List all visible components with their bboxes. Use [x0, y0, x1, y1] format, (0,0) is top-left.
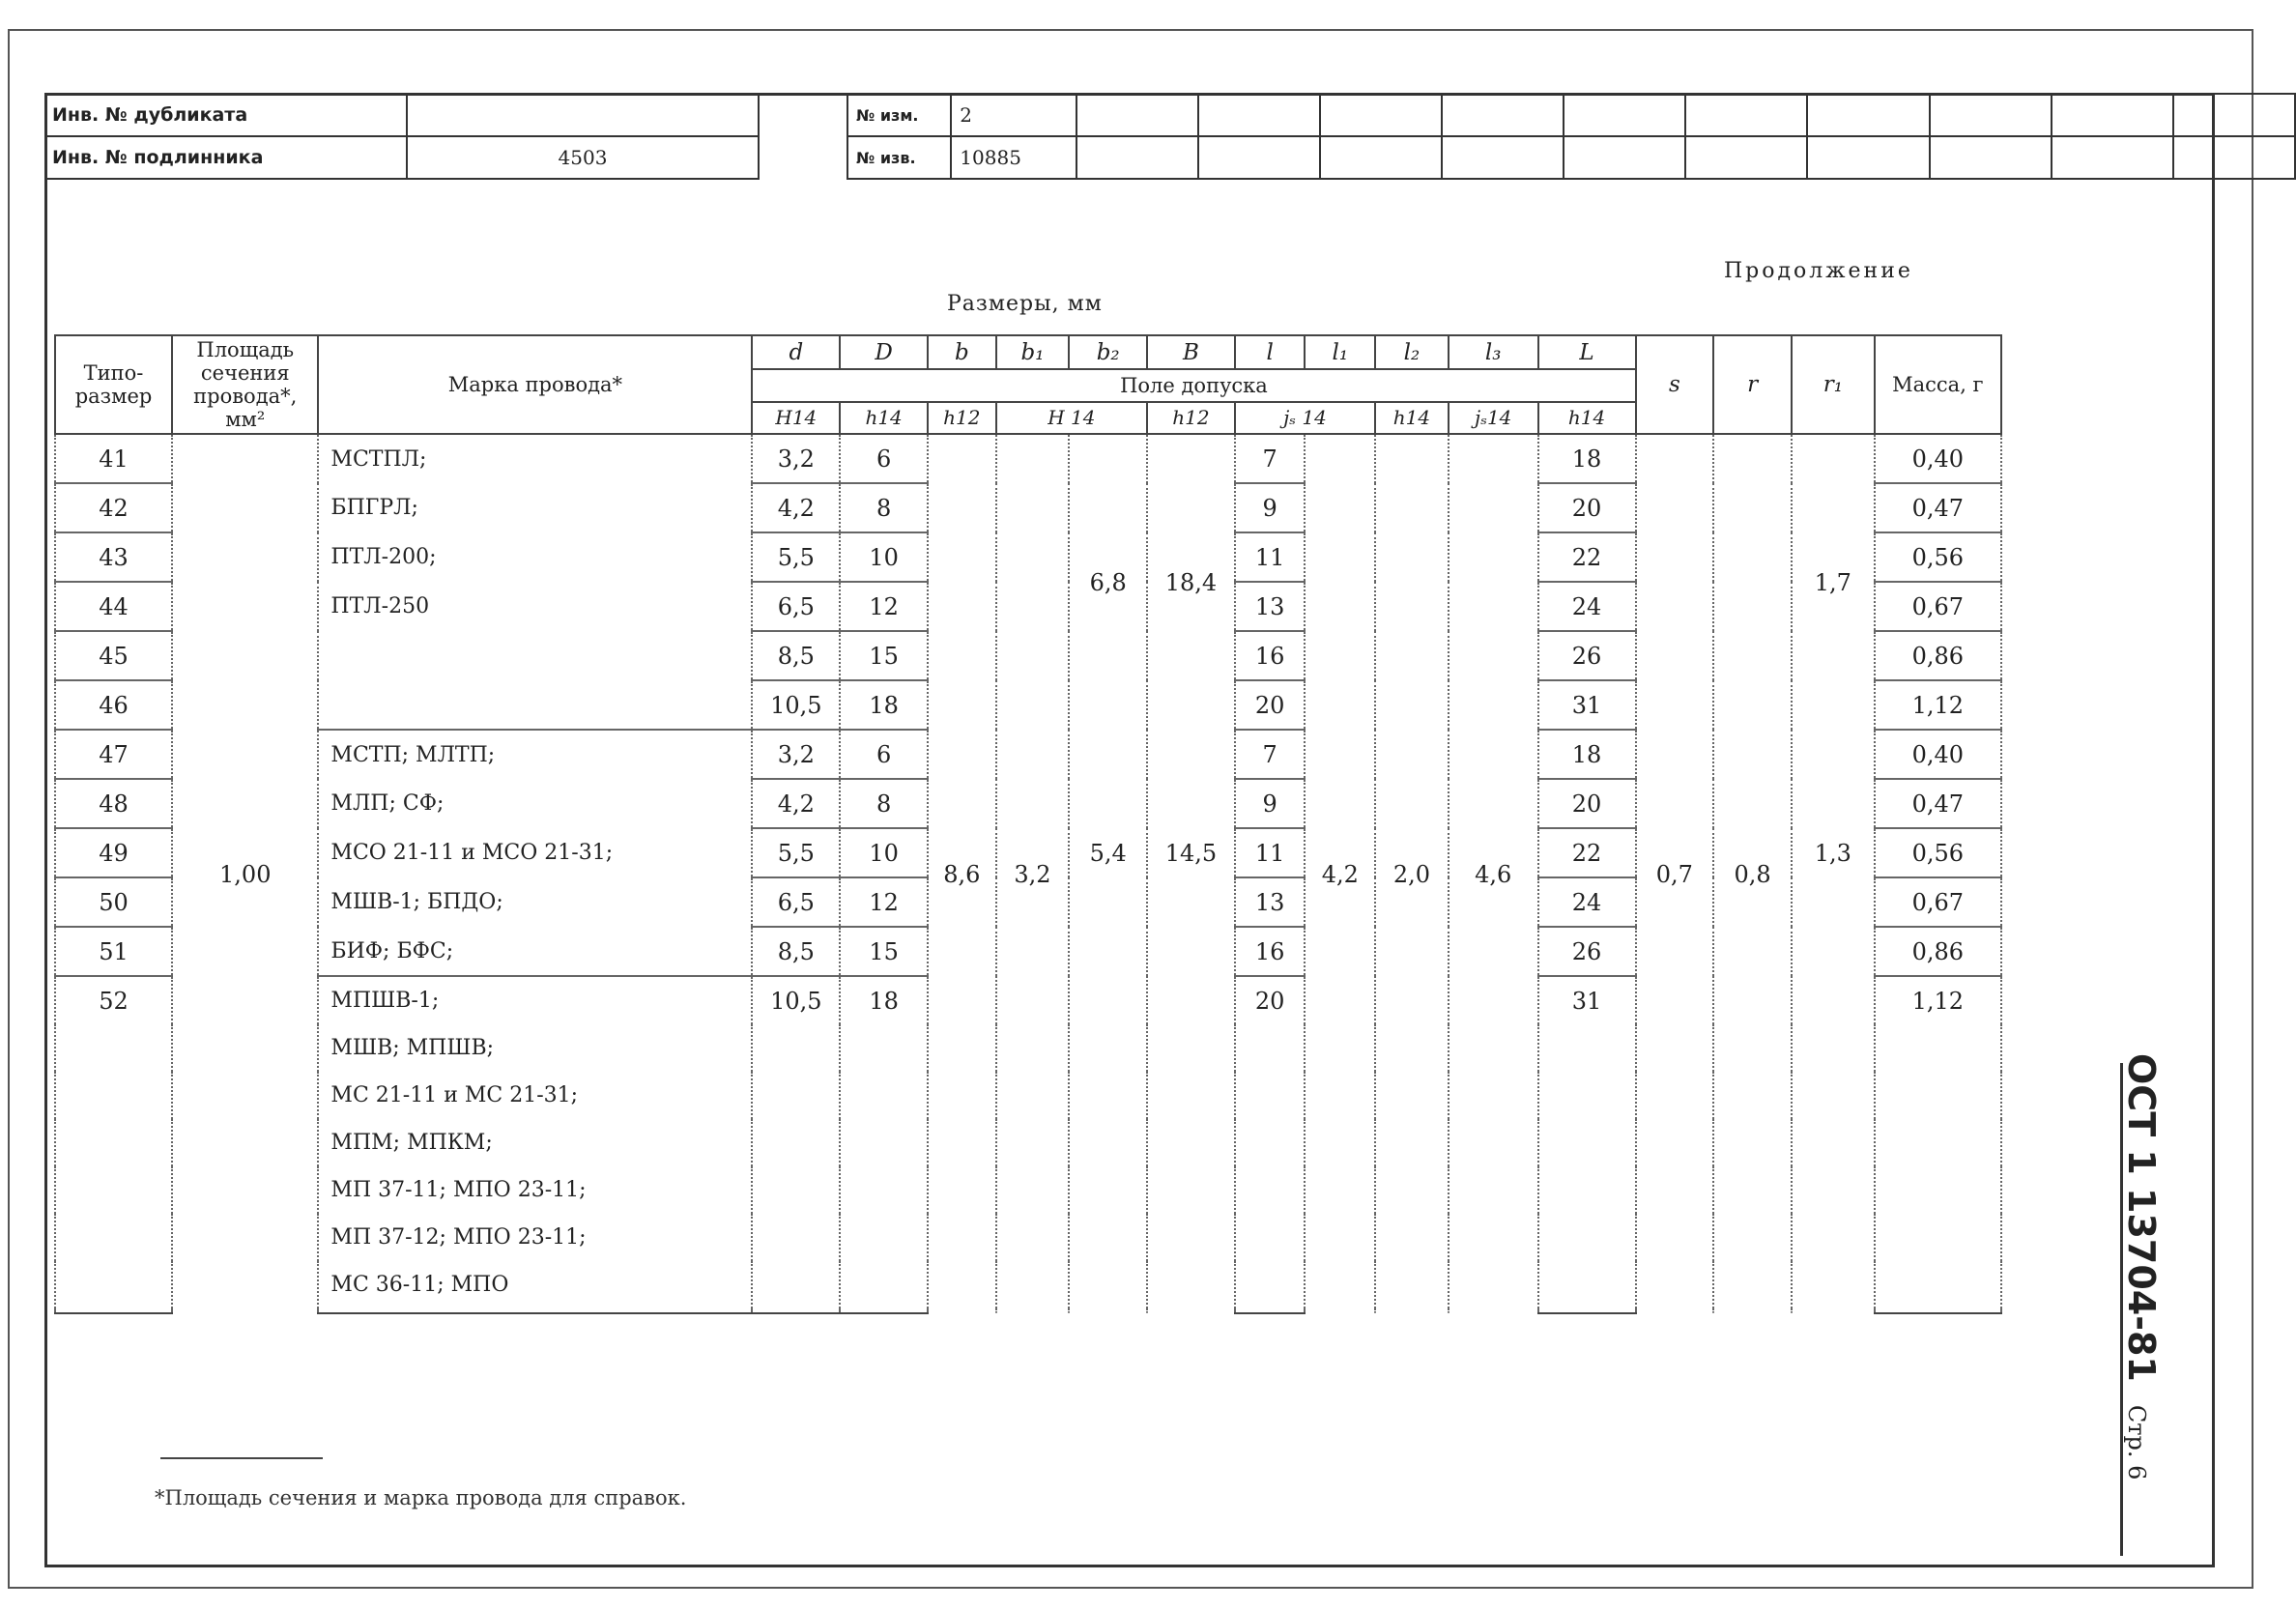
L-value: 22 — [1538, 532, 1636, 582]
dimensions-table — [54, 334, 2002, 1314]
l2-value: 2,0 — [1375, 434, 1449, 1313]
mass-value: 0,56 — [1875, 828, 2001, 877]
area-header: Площадь сечения провода*, мм² — [172, 335, 318, 434]
D-value: 6 — [840, 730, 928, 779]
symbol-r: r — [1713, 335, 1792, 434]
tolerance-l2: h14 — [1375, 402, 1449, 434]
table-row-type: 50 — [55, 877, 172, 927]
document-code: ОСТ 1 13704-81 — [2120, 1053, 2163, 1382]
L-value: 26 — [1538, 631, 1636, 680]
table-row-type: 46 — [55, 680, 172, 730]
mass-value: 0,56 — [1875, 532, 2001, 582]
footnote: *Площадь сечения и марка провода для справок. — [155, 1486, 687, 1509]
brand-cell: МСО 21-11 и МСО 21-31; — [318, 828, 752, 877]
d-value: 10,5 — [752, 976, 840, 1024]
d-value: 8,5 — [752, 927, 840, 976]
l-value: 16 — [1235, 631, 1306, 680]
d-value: 4,2 — [752, 483, 840, 532]
original-inventory-label: Инв. № подлинника — [45, 136, 407, 179]
d-value: 3,2 — [752, 730, 840, 779]
tolerance-d: H14 — [752, 402, 840, 434]
l-value: 7 — [1235, 730, 1306, 779]
table-row-type: 48 — [55, 779, 172, 828]
footnote-rule — [160, 1457, 323, 1459]
table-row-type: 43 — [55, 532, 172, 582]
d-value: 5,5 — [752, 532, 840, 582]
brand-cell: МСТПЛ; — [318, 434, 752, 483]
page-number: Стр. 6 — [2123, 1404, 2150, 1480]
D-value: 12 — [840, 582, 928, 631]
brand-cell: ПТЛ-250 — [318, 582, 752, 631]
brand-cell: МС 36-11; МПО — [318, 1261, 752, 1308]
inventory-stamp — [44, 93, 760, 180]
area-value: 1,00 — [172, 434, 318, 1313]
brand-cell: ПТЛ-200; — [318, 532, 752, 582]
brand-cell: МП 37-11; МПО 23-11; — [318, 1166, 752, 1214]
table-row-type: 49 — [55, 828, 172, 877]
d-value: 6,5 — [752, 582, 840, 631]
mass-value: 1,12 — [1875, 680, 2001, 730]
brand-cell: МП 37-12; МПО 23-11; — [318, 1214, 752, 1261]
r1-value-group1: 1,7 — [1792, 434, 1875, 730]
tolerance-b: h12 — [928, 402, 996, 434]
symbol-L: L — [1538, 335, 1636, 369]
dimensions-caption: Размеры, мм — [947, 292, 1103, 316]
mass-value: 0,47 — [1875, 483, 2001, 532]
symbol-b1: b₁ — [996, 335, 1070, 369]
symbol-l: l — [1235, 335, 1306, 369]
l-value: 13 — [1235, 582, 1306, 631]
L-value: 18 — [1538, 434, 1636, 483]
table-row-type: 45 — [55, 631, 172, 680]
D-value: 10 — [840, 532, 928, 582]
D-value: 10 — [840, 828, 928, 877]
l-value: 16 — [1235, 927, 1306, 976]
mass-value: 0,86 — [1875, 927, 2001, 976]
D-value: 12 — [840, 877, 928, 927]
l-value: 13 — [1235, 877, 1306, 927]
type-size-header: Типо-размер — [55, 335, 172, 434]
d-value: 6,5 — [752, 877, 840, 927]
brand-cell: МШВ-1; БПДО; — [318, 877, 752, 927]
l-value: 9 — [1235, 779, 1306, 828]
document-code-block — [2112, 1053, 2170, 1546]
l3-value: 4,6 — [1449, 434, 1538, 1313]
L-value: 20 — [1538, 483, 1636, 532]
brand-cell: БПГРЛ; — [318, 483, 752, 532]
tolerance-field-header: Поле допуска — [752, 369, 1635, 401]
tolerance-l-l1: jₛ 14 — [1235, 402, 1375, 434]
brand-cell: МЛП; СФ; — [318, 779, 752, 828]
l-value: 7 — [1235, 434, 1306, 483]
brand-cell: МШВ; МПШВ; — [318, 1024, 752, 1072]
L-value: 24 — [1538, 582, 1636, 631]
b1-value: 3,2 — [996, 434, 1070, 1313]
brand-cell: МС 21-11 и МС 21-31; — [318, 1072, 752, 1119]
d-value: 10,5 — [752, 680, 840, 730]
symbol-b: b — [928, 335, 996, 369]
tolerance-b1-b2: H 14 — [996, 402, 1147, 434]
B-value-group1: 18,4 — [1147, 434, 1235, 730]
b-value: 8,6 — [928, 434, 996, 1313]
table-row-type: 41 — [55, 434, 172, 483]
l-value: 20 — [1235, 976, 1306, 1024]
notice-number-label: № изв. — [847, 136, 951, 179]
brand-cell: МСТП; МЛТП; — [318, 730, 752, 779]
symbol-d: d — [752, 335, 840, 369]
r1-value-group2: 1,3 — [1792, 730, 1875, 976]
change-stamp — [847, 93, 2296, 180]
d-value: 5,5 — [752, 828, 840, 877]
brand-header: Марка провода* — [318, 335, 752, 434]
L-value: 31 — [1538, 680, 1636, 730]
change-number-value: 2 — [951, 94, 1076, 136]
brand-cell: МПМ; МПКМ; — [318, 1119, 752, 1166]
symbol-l1: l₁ — [1305, 335, 1375, 369]
D-value: 15 — [840, 631, 928, 680]
B-value-group2: 14,5 — [1147, 730, 1235, 976]
brand-cell: БИФ; БФС; — [318, 927, 752, 976]
symbol-D: D — [840, 335, 928, 369]
D-value: 15 — [840, 927, 928, 976]
mass-value: 0,67 — [1875, 582, 2001, 631]
L-value: 18 — [1538, 730, 1636, 779]
mass-value: 0,40 — [1875, 730, 2001, 779]
brand-cell — [318, 631, 752, 680]
d-value: 8,5 — [752, 631, 840, 680]
d-value: 4,2 — [752, 779, 840, 828]
mass-value: 1,12 — [1875, 976, 2001, 1024]
tolerance-D: h14 — [840, 402, 928, 434]
D-value: 8 — [840, 483, 928, 532]
mass-header: Масса, г — [1875, 335, 2001, 434]
b2-value-group2: 5,4 — [1069, 730, 1147, 976]
symbol-r1: r₁ — [1792, 335, 1875, 434]
symbol-l2: l₂ — [1375, 335, 1449, 369]
symbol-b2: b₂ — [1069, 335, 1147, 369]
r-value: 0,8 — [1713, 434, 1792, 1313]
d-value: 3,2 — [752, 434, 840, 483]
s-value: 0,7 — [1636, 434, 1714, 1313]
tolerance-l3: jₛ14 — [1449, 402, 1538, 434]
duplicate-inventory-label: Инв. № дубликата — [45, 94, 407, 136]
D-value: 18 — [840, 976, 928, 1024]
symbol-B: B — [1147, 335, 1235, 369]
brand-cell: МПШВ-1; — [318, 976, 752, 1024]
L-value: 26 — [1538, 927, 1636, 976]
symbol-s: s — [1636, 335, 1714, 434]
l-value: 9 — [1235, 483, 1306, 532]
tolerance-B: h12 — [1147, 402, 1235, 434]
table-row-type: 47 — [55, 730, 172, 779]
table-row-type: 51 — [55, 927, 172, 976]
table-row-type: 44 — [55, 582, 172, 631]
tolerance-L: h14 — [1538, 402, 1636, 434]
l-value: 11 — [1235, 532, 1306, 582]
L-value: 20 — [1538, 779, 1636, 828]
b2-value-group1: 6,8 — [1069, 434, 1147, 730]
L-value: 22 — [1538, 828, 1636, 877]
l-value: 11 — [1235, 828, 1306, 877]
L-value: 31 — [1538, 976, 1636, 1024]
mass-value: 0,67 — [1875, 877, 2001, 927]
mass-value: 0,47 — [1875, 779, 2001, 828]
D-value: 8 — [840, 779, 928, 828]
brand-cell — [318, 680, 752, 730]
mass-value: 0,40 — [1875, 434, 2001, 483]
duplicate-inventory-value — [407, 94, 759, 136]
table-row-type: 42 — [55, 483, 172, 532]
l-value: 20 — [1235, 680, 1306, 730]
l1-value: 4,2 — [1305, 434, 1375, 1313]
D-value: 18 — [840, 680, 928, 730]
L-value: 24 — [1538, 877, 1636, 927]
mass-value: 0,86 — [1875, 631, 2001, 680]
notice-number-value: 10885 — [951, 136, 1076, 179]
continuation-label: Продолжение — [1724, 259, 1913, 283]
table-row-type: 52 — [55, 976, 172, 1024]
original-inventory-value: 4503 — [407, 136, 759, 179]
D-value: 6 — [840, 434, 928, 483]
change-number-label: № изм. — [847, 94, 951, 136]
symbol-l3: l₃ — [1449, 335, 1538, 369]
